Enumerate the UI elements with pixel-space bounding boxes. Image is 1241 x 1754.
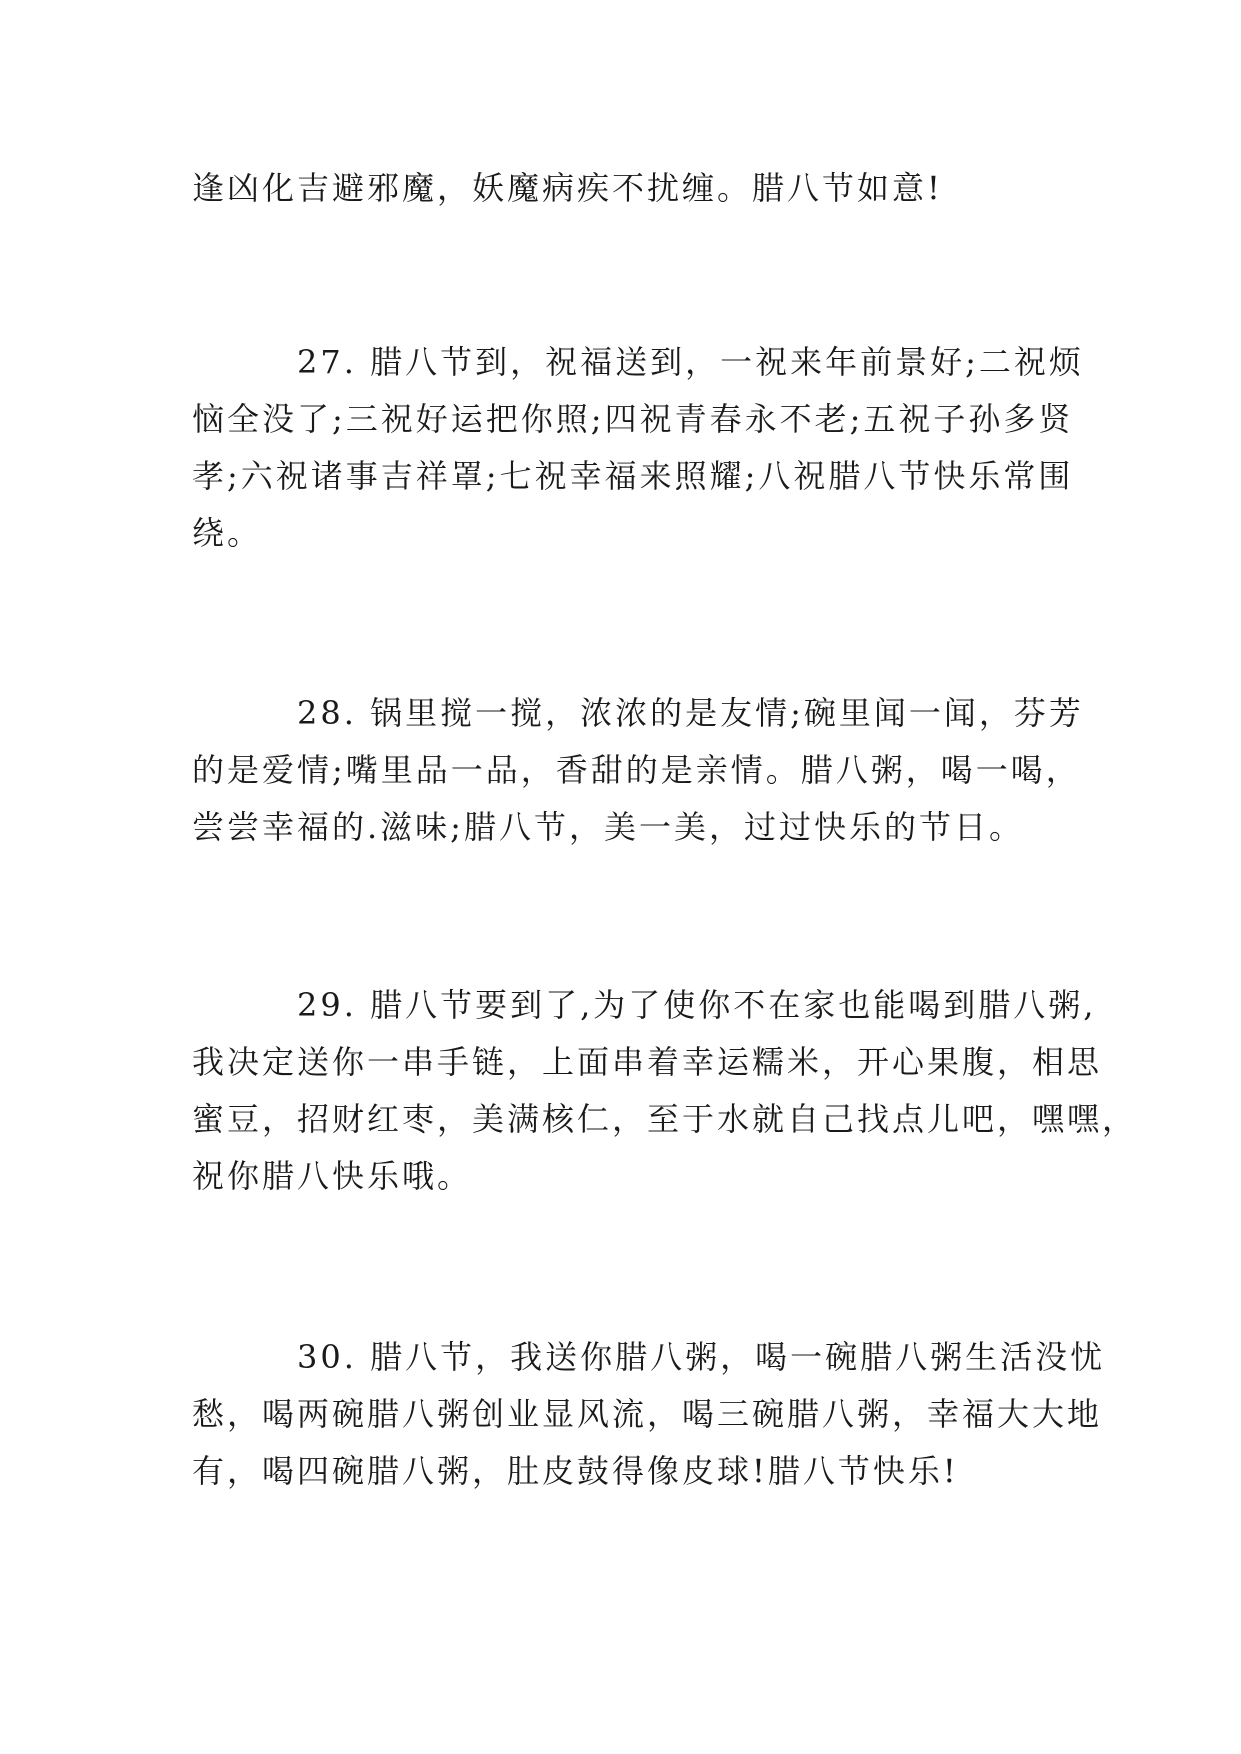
text-line: 蜜豆，招财红枣，美满核仁，至于水就自己找点儿吧，嘿嘿， (192, 1100, 1138, 1138)
text-line: 27. 腊八节到，祝福送到，一祝来年前景好;二祝烦 (297, 343, 1084, 381)
text-line: 我决定送你一串手链，上面串着幸运糯米，开心果腹，相思 (192, 1043, 1103, 1081)
text-line: 逢凶化吉避邪魔，妖魔病疾不扰缠。腊八节如意! (192, 169, 943, 207)
paragraph-27 (192, 334, 1084, 562)
text-line: 尝尝幸福的.滋味;腊八节，美一美，过过快乐的节日。 (192, 808, 1024, 846)
paragraph-28 (192, 685, 1084, 856)
paragraph-intro (192, 160, 1058, 217)
text-line: 的是爱情;嘴里品一品，香甜的是亲情。腊八粥，喝一喝， (192, 751, 1081, 789)
text-line: 恼全没了;三祝好运把你照;四祝青春永不老;五祝子孙多贤 (192, 400, 1074, 438)
text-line: 绕。 (192, 514, 263, 552)
text-line: 祝你腊八快乐哦。 (192, 1157, 473, 1195)
paragraph-30 (192, 1329, 1106, 1500)
text-line: 孝;六祝诸事吉祥罩;七祝幸福来照耀;八祝腊八节快乐常围 (192, 457, 1074, 495)
text-line: 有，喝四碗腊八粥，肚皮鼓得像皮球!腊八节快乐! (192, 1452, 959, 1490)
text-line: 29. 腊八节要到了,为了使你不在家也能喝到腊八粥, (297, 986, 1097, 1024)
text-line: 28. 锅里搅一搅，浓浓的是友情;碗里闻一闻，芬芳 (297, 694, 1084, 732)
text-line: 愁，喝两碗腊八粥创业显风流，喝三碗腊八粥，幸福大大地 (192, 1395, 1103, 1433)
paragraph-29 (192, 977, 1138, 1205)
text-line: 30. 腊八节，我送你腊八粥，喝一碗腊八粥生活没忧 (297, 1338, 1106, 1376)
